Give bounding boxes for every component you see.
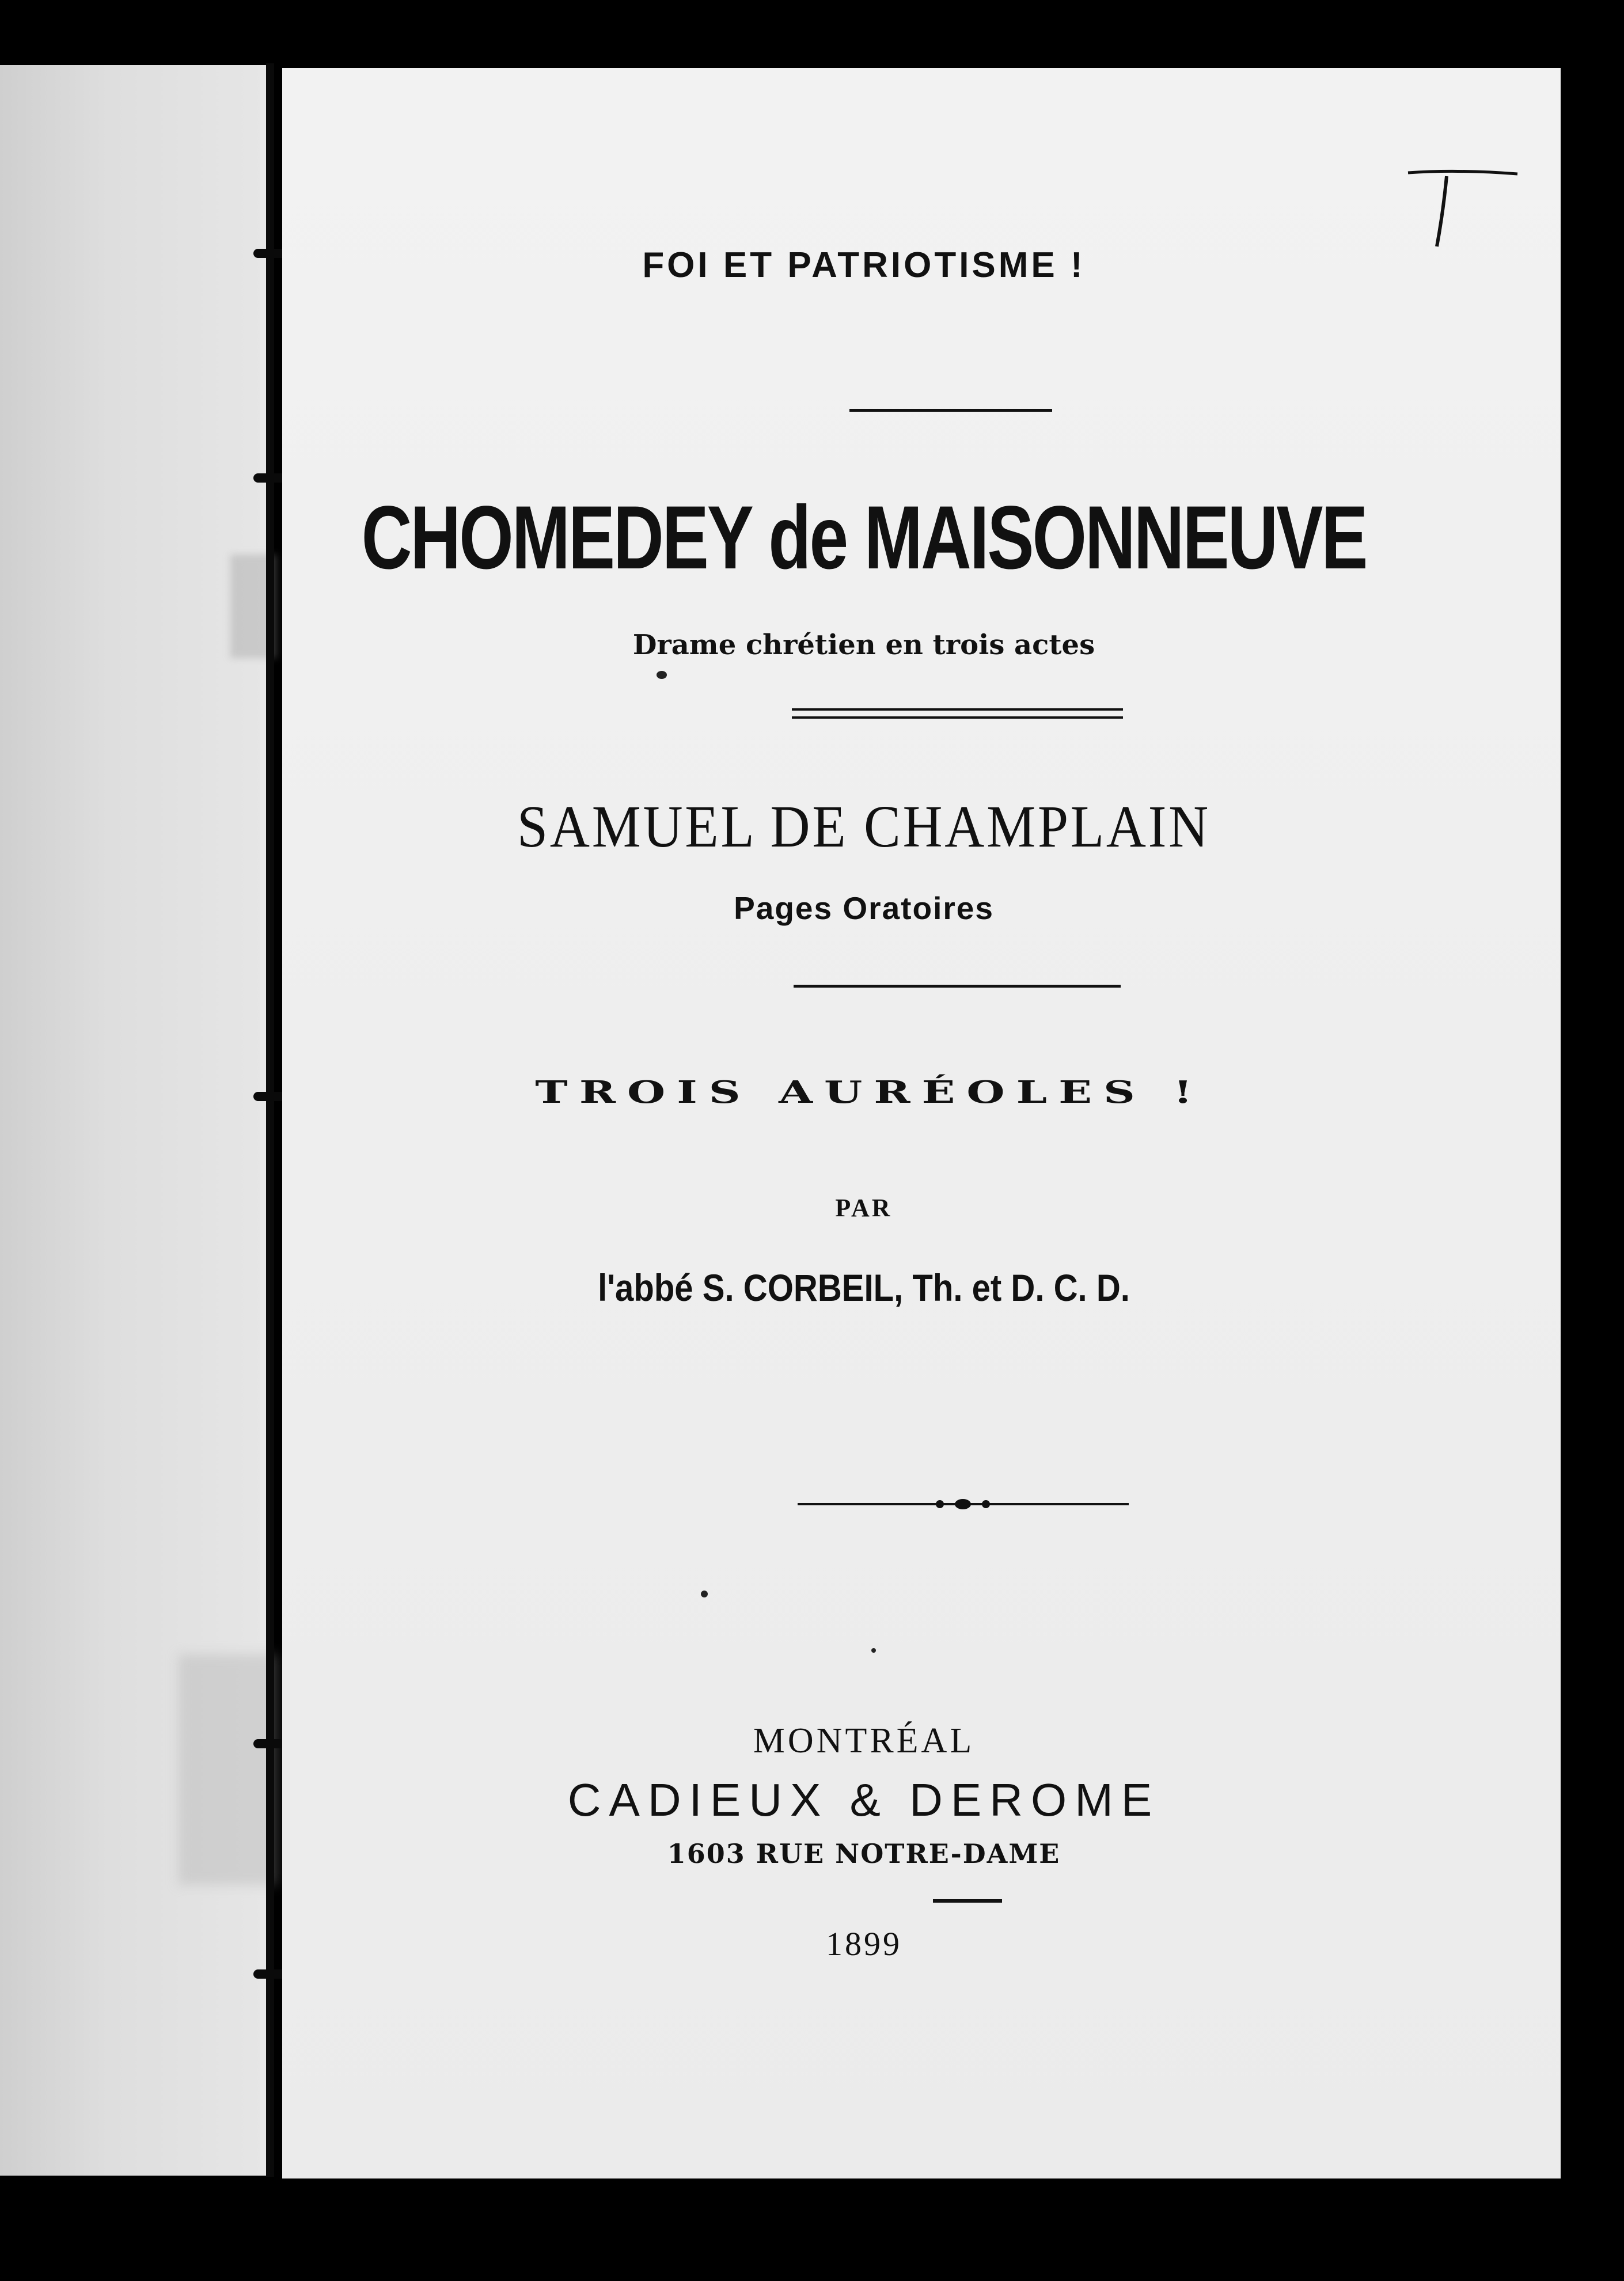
publisher-address: 1603 RUE NOTRE-DAME: [667, 1838, 1061, 1869]
publisher-name: CADIEUX & DEROME: [567, 1774, 1160, 1825]
publication-year: 1899: [826, 1925, 902, 1963]
publication-city: MONTRÉAL: [753, 1721, 975, 1760]
double-rule-top: [792, 708, 1123, 711]
third-title: TROIS AURÉOLES !: [535, 1074, 1204, 1110]
motto: FOI ET PATRIOTISME !: [642, 245, 1086, 285]
print-speck: [871, 1648, 876, 1653]
second-subtitle: Pages Oratoires: [734, 890, 994, 926]
main-title: CHOMEDEY de MAISONNEUVE: [361, 488, 1367, 588]
divider-rule: [849, 409, 1052, 412]
by-line: PAR: [835, 1194, 893, 1222]
main-subtitle: Drame chrétien en trois actes: [632, 629, 1095, 661]
print-speck: [657, 671, 667, 679]
print-speck: [701, 1591, 708, 1597]
handwritten-page-mark: [1405, 166, 1520, 252]
short-divider: [933, 1899, 1002, 1903]
author-name: l'abbé S. CORBEIL, Th. et D. C. D.: [598, 1266, 1130, 1309]
second-title: SAMUEL DE CHAMPLAIN: [517, 794, 1211, 860]
double-rule-bottom: [792, 716, 1123, 719]
divider-rule: [794, 985, 1121, 988]
ornamental-divider: [798, 1493, 1129, 1516]
